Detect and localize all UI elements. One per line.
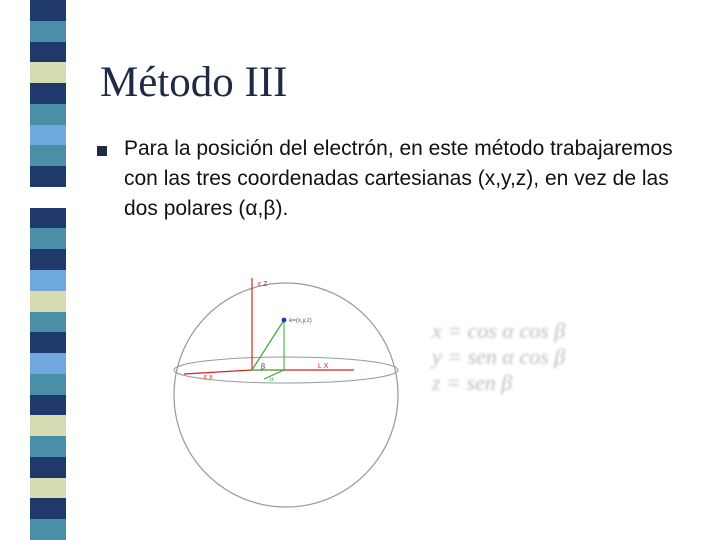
stripe-block: [30, 125, 66, 146]
stripe-block: [30, 42, 66, 63]
axis-z-label: ε Z: [258, 281, 268, 288]
stripe-block: [30, 457, 66, 478]
stripe-block: [30, 478, 66, 499]
stripe-block: [30, 21, 66, 42]
axis-x-label: ε x: [204, 374, 213, 381]
sphere-diagram: [172, 258, 402, 538]
stripe-block: [30, 519, 66, 540]
bullet-text: Para la posición del electrón, en este método trabajaremos con las tres coordenadas cartesianas (x,y,z), en vez de las dos polares (α,β).: [124, 137, 673, 220]
formula-y: y = sen α cos β: [432, 344, 566, 369]
stripe-block: [30, 312, 66, 333]
sphere-outline: [174, 283, 398, 507]
formula-x: x = cos α cos β: [432, 318, 566, 343]
point-label: e=(x,y,z): [289, 318, 312, 324]
formula-block: [432, 318, 565, 396]
formula-z: z = sen β: [432, 370, 513, 395]
beta-label: β: [261, 362, 266, 371]
electron-point: [282, 318, 287, 323]
stripe-block: [30, 104, 66, 125]
decorative-stripe: [30, 0, 66, 540]
stripe-block: [30, 187, 66, 208]
stripe-block: [30, 374, 66, 395]
stripe-block: [30, 498, 66, 519]
stripe-block: [30, 83, 66, 104]
alpha-label: α: [270, 375, 274, 383]
stripe-block: [30, 208, 66, 229]
stripe-block: [30, 270, 66, 291]
stripe-block: [30, 249, 66, 270]
axis-y-label: L X: [318, 363, 329, 370]
stripe-block: [30, 332, 66, 353]
stripe-block: [30, 353, 66, 374]
stripe-block: [30, 145, 66, 166]
foot-line: [264, 370, 284, 379]
stripe-block: [30, 166, 66, 187]
stripe-block: [30, 395, 66, 416]
radius-vector: [252, 320, 284, 370]
stripe-block: [30, 415, 66, 436]
x-axis: [184, 370, 252, 374]
stripe-block: [30, 291, 66, 312]
bullet-icon: [97, 146, 107, 156]
stripe-block: [30, 436, 66, 457]
stripe-block: [30, 228, 66, 249]
stripe-block: [30, 62, 66, 83]
stripe-block: [30, 0, 66, 21]
slide-title: Método III: [100, 59, 288, 106]
